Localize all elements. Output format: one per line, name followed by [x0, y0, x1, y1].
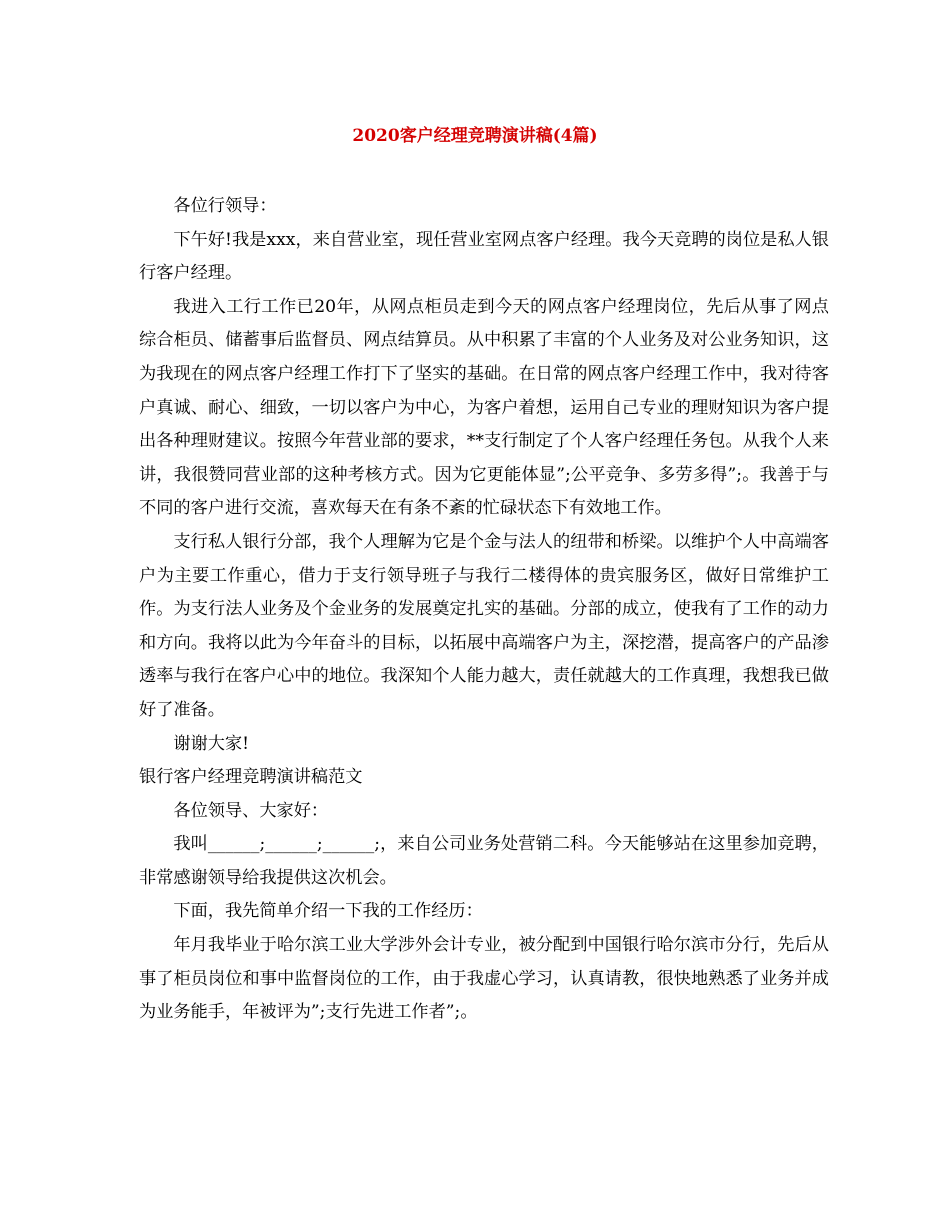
body-paragraph: 下午好!我是xxx，来自营业室，现任营业室网点客户经理。我今天竞聘的岗位是私人银行客户经理。 — [139, 229, 829, 284]
salutation-paragraph: 各位领导、大家好： — [173, 800, 329, 821]
section-heading: 银行客户经理竞聘演讲稿范文 — [139, 767, 363, 788]
body-paragraph: 我进入工行工作已20年，从网点柜员走到今天的网点客户经理岗位，先后从事了网点综合柜员、储蓄事后监督员、网点结算员。从中积累了丰富的个人业务及对公业务知识，这为我现在的网点客户经理工作打下了坚实的基础。在日常的网点客户经理工作中，我对待客户真诚、耐心、细致，一切以客户为中心，为客户着想，运用自己专业的理财知识为客户提出各种理财建议。按照今年营业部的要求，**支行制定了个人客户经理任务包。从我个人来讲，我很赞同营业部的这种考核方式。因为它更能体显”;公平竞争、多劳多得”;。我善于与不同的客户进行交流，喜欢每天在有条不紊的忙碌状态下有效地工作。 — [139, 296, 829, 519]
document-body — [139, 190, 829, 1030]
closing-paragraph: 谢谢大家! — [173, 733, 250, 754]
body-paragraph: 年月我毕业于哈尔滨工业大学涉外会计专业，被分配到中国银行哈尔滨市分行，先后从事了柜员岗位和事中监督岗位的工作，由于我虚心学习，认真请教，很快地熟悉了业务并成为业务能手，年被评为”;支行先进工作者”;。 — [139, 935, 829, 1023]
body-paragraph: 我叫______;______;______;，来自公司业务处营销二科。今天能够站在这里参加竞聘，非常感谢领导给我提供这次机会。 — [139, 834, 829, 888]
document-title: 2020客户经理竞聘演讲稿(4篇) — [352, 126, 598, 146]
body-paragraph: 支行私人银行分部，我个人理解为它是个金与法人的纽带和桥梁。以维护个人中高端客户为主要工作重心，借力于支行领导班子与我行二楼得体的贵宾服务区，做好日常维护工作。为支行法人业务及个金业务的发展奠定扎实的基础。分部的成立，使我有了工作的动力和方向。我将以此为今年奋斗的目标，以拓展中高端客户为主，深挖潜，提高客户的产品渗透率与我行在客户心中的地位。我深知个人能力越大，责任就越大的工作真理，我想我已做好了准备。 — [139, 531, 829, 720]
salutation-paragraph: 各位行领导： — [173, 196, 277, 216]
body-paragraph: 下面，我先简单介绍一下我的工作经历： — [173, 901, 483, 922]
